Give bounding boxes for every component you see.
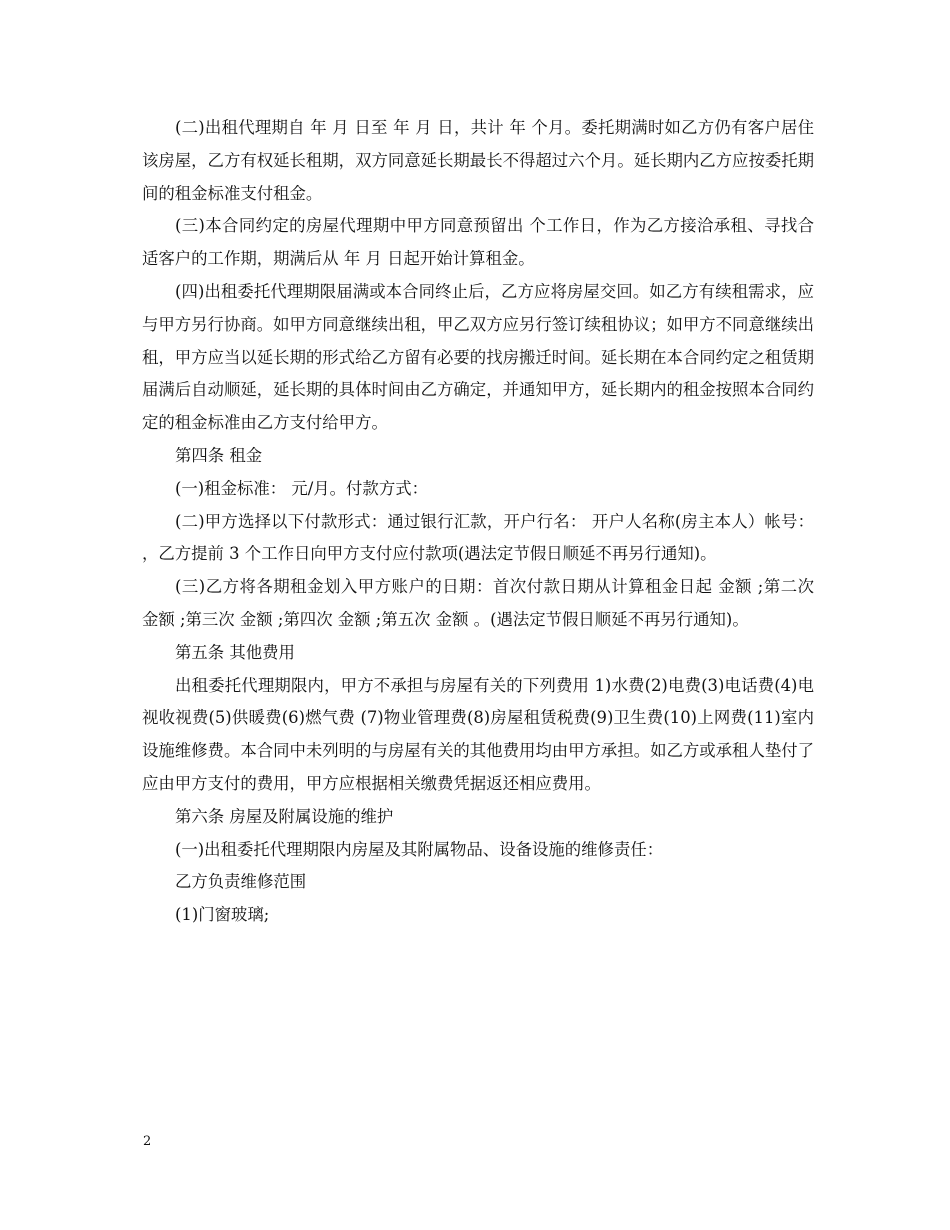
paragraph-maintenance-scope: 乙方负责维修范围 bbox=[175, 872, 307, 892]
section-heading-maintenance: 第六条 房屋及附属设施的维护 bbox=[175, 806, 394, 826]
paragraph-rental-period: (二)出租代理期自 年 月 日至 年 月 日，共计 年 个月。委托期满时如乙方仍有客户居住该房屋，乙方有权延长租期，双方同意延长期最长不得超过六个月。延长期内乙方应按委托期间的租金标准支付租金。 bbox=[142, 118, 815, 203]
paragraph-rent-standard: (一)租金标准： 元/月。付款方式： bbox=[175, 478, 428, 498]
document-page bbox=[142, 112, 814, 932]
paragraph-maintenance-responsibility: (一)出租委托代理期限内房屋及其附属物品、设备设施的维修责任： bbox=[175, 839, 664, 859]
paragraph-expiry-return: (四)出租委托代理期限届满或本合同终止后，乙方应将房屋交回。如乙方有续租需求，应与甲方另行协商。如甲方同意继续出租，甲乙双方应另行签订续租协议；如甲方不同意继续出租，甲方应当以延长期的形式给乙方留有必要的找房搬迁时间。延长期在本合同约定之租赁期届满后自动顺延，延长期的具体时间由乙方确定，并通知甲方，延长期内的租金按照本合同约定的租金标准由乙方支付给甲方。 bbox=[142, 281, 815, 433]
paragraph-door-window-glass: (1)门窗玻璃; bbox=[175, 905, 270, 925]
paragraph-reserved-workdays: (三)本合同约定的房屋代理期中甲方同意预留出 个工作日，作为乙方接洽承租、寻找合适客户的工作期，期满后从 年 月 日起开始计算租金。 bbox=[142, 216, 814, 269]
paragraph-other-fees: 出租委托代理期限内，甲方不承担与房屋有关的下列费用 1)水费(2)电费(3)电话费(4)电视收视费(5)供暖费(6)燃气费 (7)物业管理费(8)房屋租赁税费(9)卫生费(10)上网费(11)室内设施维修费。本合同中未列明的与房屋有关的其他费用均由甲方承担。如乙方或承租人垫付了应由甲方支付的费用，甲方应根据相关缴费凭据返还相应费用。 bbox=[142, 675, 815, 793]
paragraph-payment-schedule: (三)乙方将各期租金划入甲方账户的日期：首次付款日期从计算租金日起 金额 ;第二次 金额 ;第三次 金额 ;第四次 金额 ;第五次 金额 。(遇法定节假日顺延不再另行通知)。 bbox=[142, 577, 814, 629]
section-heading-rent: 第四条 租金 bbox=[175, 445, 263, 465]
section-heading-other-fees: 第五条 其他费用 bbox=[175, 642, 295, 662]
paragraph-payment-method: (二)甲方选择以下付款形式：通过银行汇款，开户行名： 开户人名称(房主本人）帐号： ，乙方提前 3 个工作日向甲方支付应付款项(遇法定节假日顺延不再另行通知)。 bbox=[142, 511, 814, 564]
page-number: 2 bbox=[143, 1134, 152, 1149]
